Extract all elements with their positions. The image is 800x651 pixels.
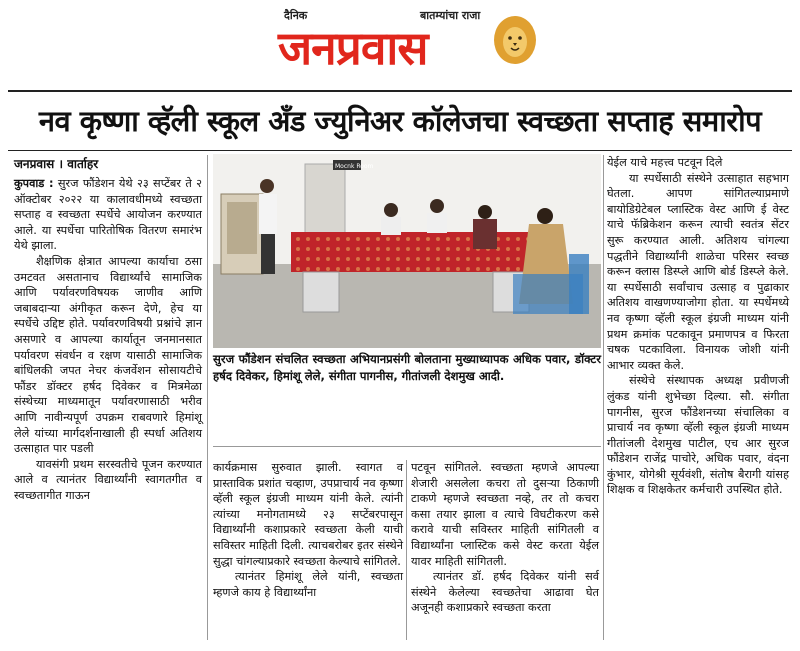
col4-para-1: येईल याचे महत्त्व पटवून दिले [607, 156, 723, 169]
col1-para-1 [14, 176, 202, 254]
column-3 [411, 460, 599, 616]
col4-para-2: या स्पर्धेसाठी संस्थेने उत्साहात सहभाग घेतला. आपण सांगितल्याप्रमाणे बायोडिग्रेटेबल प्लास्टिक वेस्ट आणि ई वेस्ट याचे फॅब्रिकेशन करून त्याची स्वतंत्र सेंटर सुरू करण्यात आली. अतिशय चांगल्या पद्धतीने विद्यार्थ्यांनी शाळेचा परिसर स्वच्छ करून क्लास डिस्प्ले आणि बोर्ड डिस्प्ले केले. या स्पर्धेसाठी सर्वांचाच उत्साह व पुढाकार अतिशय वाखणण्याजोगा होता. या स्पर्धेमध्ये नव कृष्णा व्हॅली स्कूल इंग्रजी माध्यम यांनी प्रथम क्रमांक पटकावून प्रमाणपत्र व फिरता चषक पटकाविला. विनायक जोशी यांनी आभार व्यक्त केले. [607, 171, 789, 372]
col4-para-3: संस्थेचे संस्थापक अध्यक्ष प्रवीणजी लुंकड यांनी शुभेच्छा दिल्या. सौ. संगीता पागनीस, सुरज फौंडेशनच्या संचालिका व प्राचार्य नव कृष्णा व्हॅली स्कूल इंग्रजी माध्यम गीतांजली देशमुख पाटील, एच आर सुरज फौंडेशन राजेंद्र पाचोरे, अधिक पवार, वंदना कुंभार, योगेश्री सूर्यवंशी, संतोष बैरागी यांसह शिक्षक व शिक्षकेतर कर्मचारी उपस्थित होते. [607, 374, 789, 497]
event-photo [213, 154, 601, 348]
photo-caption: सुरज फौंडेशन संचलित स्वच्छता अभियानप्रसंगी बोलताना मुख्याध्यापक अधिक पवार, डॉक्टर हर्षद दिवेकर, हिमांशू लेले, संगीता पागनीस, गीतांजली देशमुख आदी. [213, 352, 601, 383]
col1-para-3: यावसंगी प्रथम सरस्वतीचे पूजन करण्यात आले व त्यानंतर विद्यार्थ्यांनी स्वागतगीत व स्वच्छतागीत गाऊन [14, 457, 202, 502]
column-4 [607, 155, 789, 498]
col3-para-1: पटवून सांगितले. स्वच्छता म्हणजे आपल्या शेजारी असलेला कचरा तो दुसऱ्या ठिकाणी टाकणे म्हणजे स्वच्छता नव्हे, तर तो कचरा कसा तयार झाला व त्याचे विघटीकरण कसे करावे याची सविस्तर माहिती सांगितली व विद्यार्थ्यांना प्लास्टिक कसे वेस्ट करता येईल यावर माहिती सांगितली. [411, 461, 599, 568]
masthead-daily: दैनिक [284, 9, 308, 22]
door-sign: Mocnk Room [335, 163, 374, 170]
headline: नव कृष्णा व्हॅली स्कूल अँड ज्युनिअर कॉलेजचा स्वच्छता सप्ताह समारोप [38, 104, 762, 138]
column-2 [213, 460, 403, 600]
column-divider-2 [406, 460, 407, 640]
col2-para-2: त्यानंतर हिमांशू लेले यांनी, स्वच्छता म्हणजे काय हे विद्यार्थ्यांना [213, 570, 403, 599]
event-photo-illustration [213, 154, 601, 348]
masthead-logo: जनप्रवास [278, 21, 428, 75]
col3-para-2: त्यानंतर डॉ. हर्षद दिवेकर यांनी सर्व संस्थेने केलेल्या स्वच्छतेचा आढावा घेत अजूनही कशाप्रकारे स्वच्छता करता [411, 570, 599, 615]
caption-rule [213, 446, 601, 447]
headline-rule [8, 150, 792, 151]
masthead-tagline: बातम्यांचा राजा [420, 9, 481, 22]
dateline: कुपवाड : [14, 177, 54, 190]
masthead [270, 6, 540, 86]
column-divider [207, 155, 208, 640]
column-1 [14, 176, 202, 503]
col1-para-1-text: सुरज फौंडेशन येथे २३ सप्टेंबर ते २ ऑक्टोबर २०२२ या कालावधीमध्ये स्वच्छता सप्ताह व स्वच्छता स्पर्धेचे आयोजन करण्यात आले. या स्पर्धेचा पारितोषिक वितरण समारंभ येथे झाला. [14, 177, 202, 253]
lion-icon [492, 14, 538, 66]
column-divider-3 [603, 155, 604, 640]
byline: जनप्रवास । वार्ताहर [14, 157, 99, 171]
col1-para-2: शैक्षणिक क्षेत्रात आपल्या कार्याचा ठसा उमटवत असतानाच विद्यार्थ्यांचे सामाजिक आणि पर्यावरणविषयक जाणीव आणि जबाबदाऱ्या अंगीकृत करून देणे, हेच या स्पर्धेचे उद्दिष्ट होते. पर्यावरणविषयी प्रश्नांचे ज्ञान असणारे व आपल्या कार्यातून जनमानसात पर्यावरण संवर्धन व रक्षण यासाठी सामाजिक बांधिलकी जपत नेचर कंजर्वेशन सोसायटीचे फौंडर डॉक्टर हर्षद दिवेकर व मित्रमेळा संस्थेच्या माध्यमातून पर्यावरणासाठी भरीव आणि नावीन्यपूर्ण उपक्रम राबवणारे हिमांशू लेले यांच्या मार्गदर्शनाखाली ही स्पर्धा अतिशय उत्साहात पार पडली [14, 254, 202, 456]
col2-para-1: कार्यक्रमास सुरुवात झाली. स्वागत व प्रास्ताविक प्रशांत चव्हाण, उपप्राचार्य नव कृष्णा व्हॅली स्कूल इंग्रजी माध्यम यांनी केले. त्यांनी त्यांच्या मनोगतामध्ये २३ सप्टेंबरपासून विद्यार्थ्यांनी कशाप्रकारे स्वच्छता केली याची सविस्तर माहिती दिली. त्याचबरोबर इतर संस्थेने सुद्धा चांगल्याप्रकारे स्वच्छता केल्याचे सांगितले. [213, 461, 403, 568]
